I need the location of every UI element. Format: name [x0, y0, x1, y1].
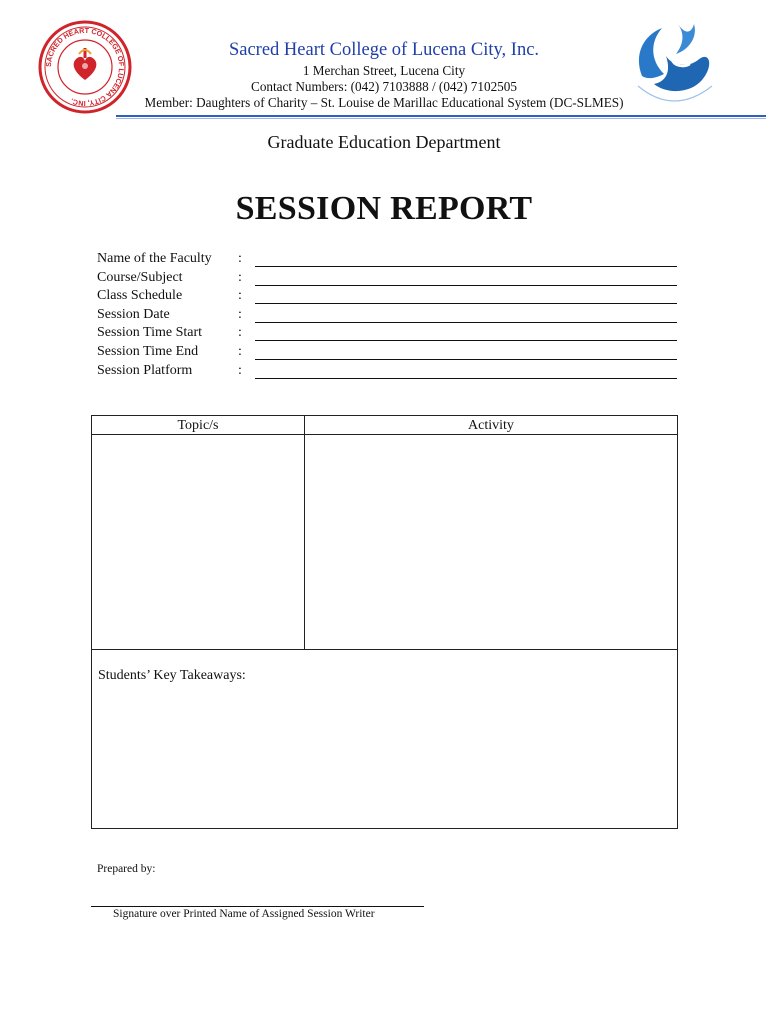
header-rule — [116, 115, 766, 117]
field-faculty-name — [97, 251, 687, 270]
college-membership: Member: Daughters of Charity – St. Louise de Marillac Educational System (DC-SLMES) — [144, 95, 624, 110]
signature-line[interactable] — [91, 906, 424, 907]
field-blank-line[interactable] — [255, 285, 677, 286]
activity-cell[interactable] — [305, 435, 677, 650]
field-session-time-end — [97, 344, 687, 363]
header-rule-secondary — [116, 118, 766, 119]
field-colon: : — [238, 251, 242, 266]
field-course-subject — [97, 270, 687, 289]
signature-caption: Signature over Printed Name of Assigned Session Writer — [113, 908, 375, 920]
college-name: Sacred Heart College of Lucena City, Inc. — [228, 40, 540, 60]
topic-cell[interactable] — [92, 435, 305, 650]
field-colon: : — [238, 288, 242, 303]
field-label: Session Time End — [97, 344, 199, 359]
college-address: 1 Merchan Street, Lucena City — [302, 63, 466, 78]
field-colon: : — [238, 363, 242, 378]
field-blank-line[interactable] — [255, 340, 677, 341]
field-label: Session Date — [97, 307, 170, 322]
field-label: Course/Subject — [97, 270, 183, 285]
field-label: Class Schedule — [97, 288, 183, 303]
field-class-schedule — [97, 288, 687, 307]
college-contact: Contact Numbers: (042) 7103888 / (042) 7102505 — [251, 79, 517, 94]
field-label: Name of the Faculty — [97, 251, 212, 266]
field-session-date — [97, 307, 687, 326]
field-blank-line[interactable] — [255, 266, 677, 267]
field-colon: : — [238, 325, 242, 340]
department-name: Graduate Education Department — [267, 132, 501, 152]
field-blank-line[interactable] — [255, 378, 677, 379]
field-colon: : — [238, 307, 242, 322]
field-blank-line[interactable] — [255, 303, 677, 304]
page-title: SESSION REPORT — [235, 190, 533, 227]
field-blank-line[interactable] — [255, 359, 677, 360]
field-blank-line[interactable] — [255, 322, 677, 323]
seal-text: SACRED HEART COLLEGE OF LUCENA CITY, INC. — [43, 25, 127, 109]
prepared-by-label: Prepared by: — [97, 863, 156, 875]
field-session-platform — [97, 363, 687, 382]
session-table — [91, 415, 678, 829]
field-colon: : — [238, 344, 242, 359]
field-label: Session Time Start — [97, 325, 203, 340]
field-label: Session Platform — [97, 363, 193, 378]
column-header-activity: Activity — [305, 416, 677, 435]
field-session-time-start — [97, 325, 687, 344]
column-header-topic: Topic/s — [92, 416, 305, 435]
takeaways-label: Students’ Key Takeaways: — [98, 668, 246, 683]
field-colon: : — [238, 270, 242, 285]
